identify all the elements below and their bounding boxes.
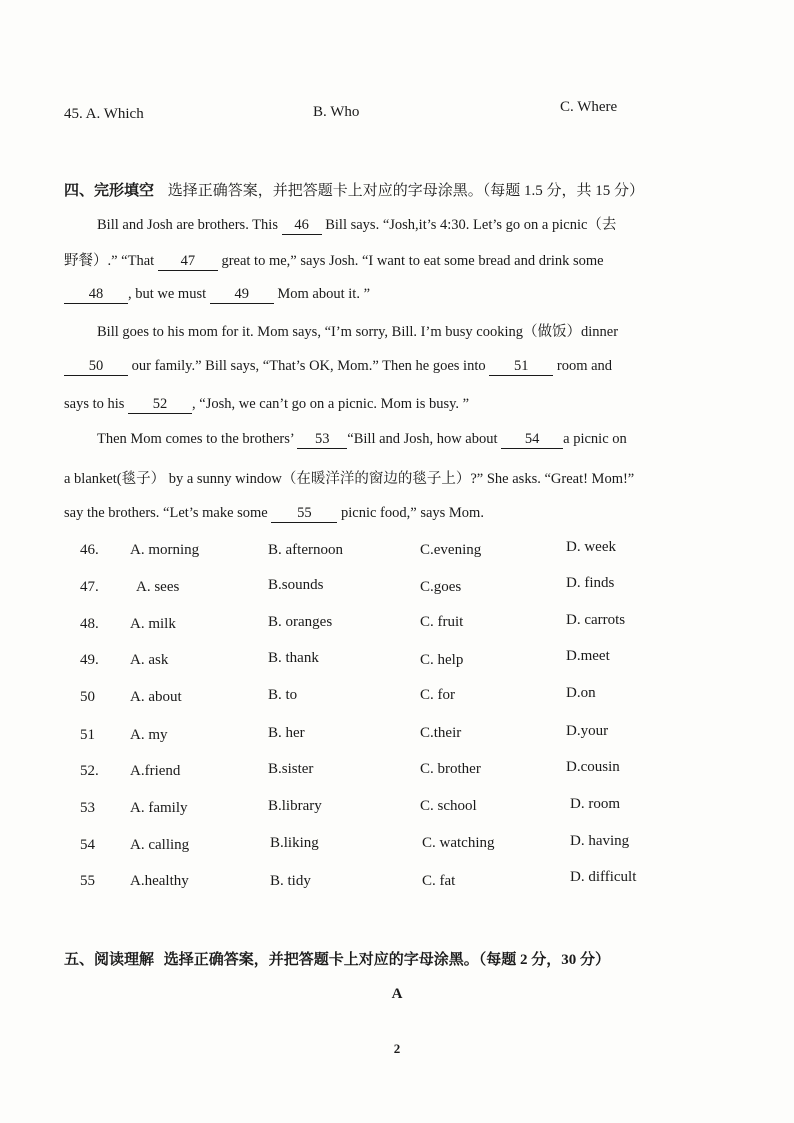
blank-55: 55	[271, 506, 337, 523]
option-b: B.sounds	[268, 577, 324, 593]
option-a: A. my	[130, 727, 168, 743]
passage-line-4: Bill goes to his mom for it. Mom says, “I’m sorry, Bill. I’m busy cooking（做饭）dinner	[97, 324, 619, 340]
question-number: 46.	[80, 542, 99, 558]
question-number: 49.	[80, 652, 99, 668]
option-c: C. fat	[422, 873, 456, 889]
passage-line-6: says to his 52 , “Josh, we can’t go on a picnic. Mom is busy. ”	[64, 396, 470, 412]
option-a: A.friend	[130, 763, 181, 779]
blank-53: 53	[297, 432, 347, 449]
option-d: D. carrots	[566, 612, 626, 628]
option-b: B. thank	[268, 650, 319, 666]
section-4-instruction: 选择正确答案，并把答题卡上对应的字母涂黑。（每题 1.5 分，共 15 分）	[167, 183, 645, 199]
option-d: D.on	[566, 685, 596, 701]
section-5-title: 五、阅读理解	[64, 952, 155, 968]
option-b: B. afternoon	[268, 542, 343, 558]
option-b: B.library	[268, 798, 322, 814]
section-5-instruction: 选择正确答案，并把答题卡上对应的字母涂黑。（每题 2 分，30 分）	[163, 952, 611, 968]
blank-48: 48	[64, 287, 128, 304]
blank-46: 46	[282, 218, 322, 235]
option-b: B. tidy	[270, 873, 311, 889]
option-c: C.their	[420, 725, 462, 741]
passage-line-8: a blanket(毯子） by a sunny window（在暖洋洋的窗边的毯子上）?” She asks. “Great! Mom!”	[64, 471, 635, 487]
option-a: A. ask	[130, 652, 169, 668]
option-c: C. help	[420, 652, 464, 668]
option-c: C. for	[420, 687, 455, 703]
passage-line-2: 野餐）.” “That 47 great to me,” says Josh. “I want to eat some bread and drink some	[64, 253, 604, 269]
option-d: D.your	[566, 723, 609, 739]
section-5-heading	[64, 948, 610, 969]
option-row-54	[0, 833, 794, 861]
page-number: 2	[393, 1041, 401, 1056]
question-number: 48.	[80, 616, 99, 632]
passage-label: A	[391, 986, 403, 1002]
option-row-53	[0, 796, 794, 824]
option-c: C. brother	[420, 761, 481, 777]
option-c: C. school	[420, 798, 477, 814]
blank-50: 50	[64, 359, 128, 376]
option-row-52	[0, 759, 794, 787]
passage-line-1: Bill and Josh are brothers. This 46 Bill says. “Josh,it’s 4:30. Let’s go on a picnic（去	[97, 217, 617, 233]
option-b: B.sister	[268, 761, 314, 777]
option-b: B. her	[268, 725, 305, 741]
option-c: C. watching	[422, 835, 495, 851]
option-c: C.goes	[420, 579, 462, 595]
option-d: D.meet	[566, 648, 610, 664]
q45-option-c: C. Where	[560, 99, 618, 115]
question-number: 54	[80, 837, 95, 853]
option-row-51	[0, 723, 794, 751]
option-a: A. sees	[136, 579, 180, 595]
question-number: 50	[80, 689, 95, 705]
option-row-55	[0, 869, 794, 897]
option-a: A. about	[130, 689, 182, 705]
option-a: A. calling	[130, 837, 190, 853]
option-row-49	[0, 648, 794, 676]
option-d: D. difficult	[570, 869, 637, 885]
passage-line-9: say the brothers. “Let’s make some 55 picnic food,” says Mom.	[64, 505, 484, 521]
option-c: C. fruit	[420, 614, 464, 630]
passage-line-3: 48 , but we must 49 Mom about it. ”	[64, 286, 370, 304]
option-b: B. to	[268, 687, 298, 703]
q45-option-b: B. Who	[313, 104, 360, 120]
question-number: 52.	[80, 763, 99, 779]
blank-49: 49	[210, 287, 274, 304]
blank-54: 54	[501, 432, 563, 449]
option-row-47	[0, 575, 794, 603]
option-a: A. milk	[130, 616, 176, 632]
option-d: D.cousin	[566, 759, 620, 775]
option-d: D. room	[570, 796, 620, 812]
option-b: B.liking	[270, 835, 319, 851]
blank-51: 51	[489, 359, 553, 376]
option-b: B. oranges	[268, 614, 333, 630]
option-row-48	[0, 612, 794, 640]
section-4-heading	[64, 179, 644, 200]
option-d: D. having	[570, 833, 630, 849]
question-number: 55	[80, 873, 95, 889]
passage-line-5: 50 our family.” Bill says, “That’s OK, Mom.” Then he goes into 51 room and	[64, 358, 612, 376]
blank-47: 47	[158, 254, 218, 271]
blank-52: 52	[128, 397, 192, 414]
option-a: A. morning	[130, 542, 200, 558]
passage-line-7: Then Mom comes to the brothers’ 53 “Bill and Josh, how about 54 a picnic on	[97, 431, 627, 447]
section-4-title: 四、完形填空	[64, 183, 155, 199]
option-d: D. finds	[566, 575, 615, 591]
option-d: D. week	[566, 539, 616, 555]
option-a: A. family	[130, 800, 188, 816]
option-row-46	[0, 539, 794, 566]
option-c: C.evening	[420, 542, 482, 558]
q45-option-a: 45. A. Which	[64, 106, 144, 122]
question-number: 51	[80, 727, 95, 743]
question-number: 53	[80, 800, 95, 816]
question-number: 47.	[80, 579, 99, 595]
option-row-50	[0, 685, 794, 713]
option-a: A.healthy	[130, 873, 189, 889]
